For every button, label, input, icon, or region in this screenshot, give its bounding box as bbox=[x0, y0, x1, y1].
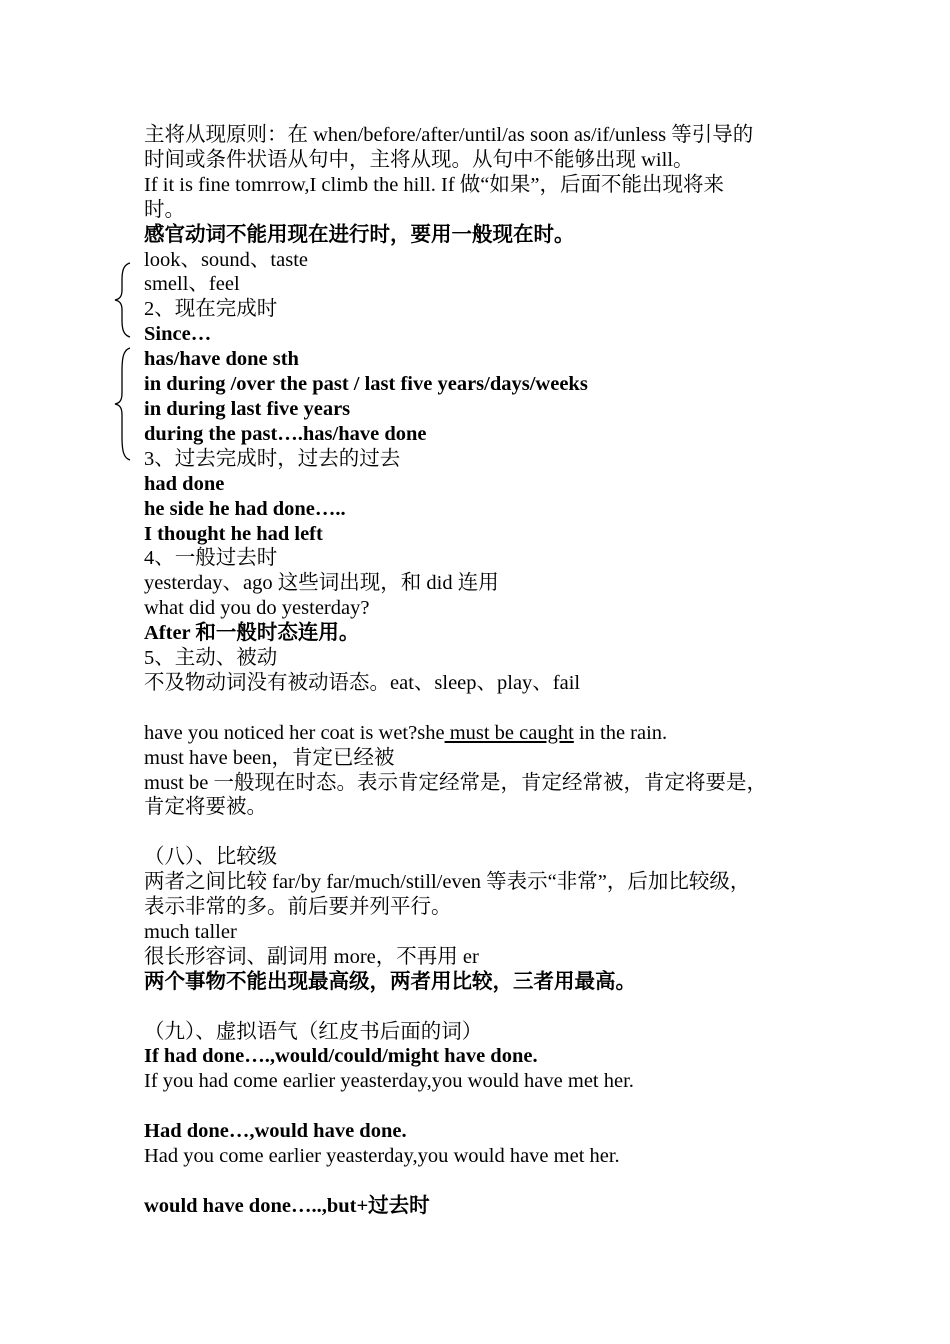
text-line: 两者之间比较 far/by far/much/still/even 等表示“非常”，后加比较级， bbox=[144, 871, 751, 894]
left-brace-senses bbox=[112, 262, 134, 338]
text-line-bold: in during /over the past / last five years/days/weeks bbox=[144, 373, 588, 396]
text-line: much taller bbox=[144, 920, 237, 943]
passive-example-text: in the rain. bbox=[573, 721, 668, 744]
underlined-phrase: must be caught bbox=[444, 721, 574, 744]
section-heading: （八）、比较级 bbox=[144, 846, 278, 869]
text-line: smell、feel bbox=[144, 273, 240, 296]
text-line-bold: during the past….has/have done bbox=[144, 422, 427, 445]
passive-example-line bbox=[144, 721, 824, 746]
text-line: If it is fine tomrrow,I climb the hill. If 做“如果”，后面不能出现将来 bbox=[144, 173, 724, 196]
left-brace-present-perfect bbox=[112, 347, 134, 461]
text-line: must be 一般现在时态。表示肯定经常是，肯定经常被，肯定将要是， bbox=[144, 771, 767, 794]
text-line: 时间或条件状语从句中，主将从现。从句中不能够出现 will。 bbox=[144, 148, 694, 171]
text-line: must have been，肯定已经被 bbox=[144, 746, 395, 769]
blank-line bbox=[144, 1094, 824, 1119]
text-line-bold: After 和一般时态连用。 bbox=[144, 622, 360, 645]
blank-line bbox=[144, 820, 824, 845]
blank-line bbox=[144, 995, 824, 1020]
rule-line: Had done…,would have done. bbox=[144, 1120, 407, 1143]
section-heading: （九）、虚拟语气（红皮书后面的词） bbox=[144, 1020, 483, 1043]
text-line-bold: in during last five years bbox=[144, 397, 351, 420]
text-line: 表示非常的多。前后要并列平行。 bbox=[144, 896, 452, 919]
text-line: 主将从现原则：在 when/before/after/until/as soon as/if/unless 等引导的 bbox=[144, 124, 754, 146]
text-line: 很长形容词、副词用 more，不再用 er bbox=[144, 945, 479, 968]
section-heading: 5、主动、被动 bbox=[144, 647, 278, 670]
text-line-bold: 感官动词不能用现在进行时，要用一般现在时。 bbox=[144, 223, 575, 246]
text-line: 时。 bbox=[144, 198, 185, 221]
text-line: look、sound、taste bbox=[144, 248, 308, 271]
rule-line: would have done…..,but+过去时 bbox=[144, 1194, 430, 1217]
text-line-bold: Since… bbox=[144, 323, 212, 346]
section-heading: 3、过去完成时，过去的过去 bbox=[144, 447, 401, 470]
text-line-bold: he side he had done….. bbox=[144, 497, 346, 520]
example-line: Had you come earlier yeasterday,you would have met her. bbox=[144, 1145, 620, 1168]
blank-line bbox=[144, 1169, 824, 1194]
example-line: If you had come earlier yeasterday,you would have met her. bbox=[144, 1070, 634, 1093]
text-line-bold: I thought he had left bbox=[144, 522, 323, 545]
passive-example-text: have you noticed her coat is wet?she bbox=[144, 721, 445, 744]
document-body bbox=[144, 123, 824, 1219]
text-line-bold: had done bbox=[144, 472, 225, 495]
rule-line: If had done….,would/could/might have done. bbox=[144, 1045, 538, 1068]
text-line: 肯定将要被。 bbox=[144, 796, 267, 819]
text-line: what did you do yesterday? bbox=[144, 597, 370, 620]
section-heading: 4、一般过去时 bbox=[144, 547, 278, 570]
text-line-bold: 两个事物不能出现最高级，两者用比较，三者用最高。 bbox=[144, 970, 636, 993]
text-line-bold: has/have done sth bbox=[144, 348, 299, 371]
blank-line bbox=[144, 696, 824, 721]
text-line: yesterday、ago 这些词出现，和 did 连用 bbox=[144, 572, 499, 595]
section-heading: 2、现在完成时 bbox=[144, 298, 278, 321]
text-line: 不及物动词没有被动语态。eat、sleep、play、fail bbox=[144, 671, 581, 694]
